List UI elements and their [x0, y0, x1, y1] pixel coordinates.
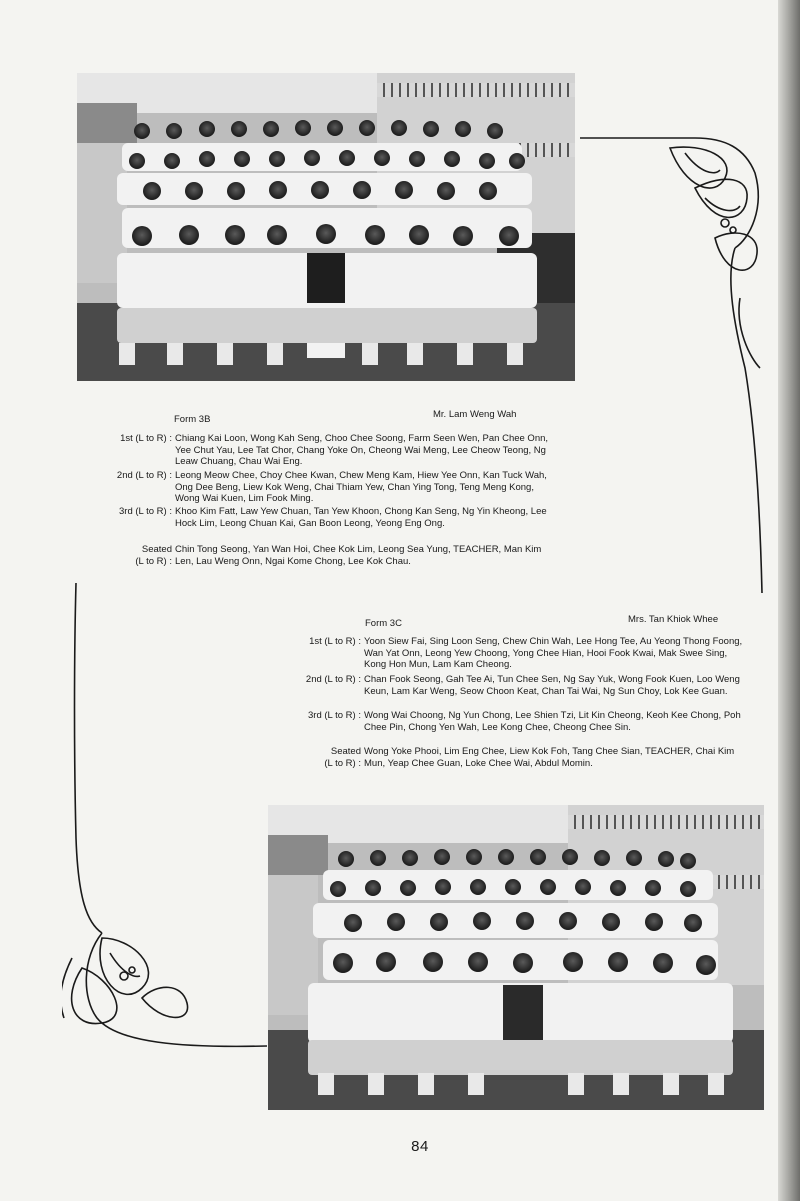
row-label: 3rd (L to R) : [119, 506, 172, 517]
row-names: Chan Fook Seong, Gah Tee Ai, Tun Chee Sen, Ng Say Yuk, Wong Fook Kuen, Loo Weng Keun, Lam Kar Weng, Seow Choon Keat, Chan Tai Wai, Ng Sun Choy, Lok Kee Guan. [364, 674, 740, 697]
floral-border-ornament [575, 128, 770, 598]
row-names: Khoo Kim Fatt, Law Yew Chuan, Tan Yew Khoon, Chong Kan Seng, Ng Yin Kheong, Lee Hock Lim, Leong Chuan Kai, Gan Boon Leong, Yeong Eng Ong. [175, 506, 547, 529]
row-names: Chin Tong Seong, Yan Wan Hoi, Chee Kok Lim, Leong Sea Yung, TEACHER, Man Kim Len, Lau Weng Onn, Ngai Kome Chong, Lee Kok Chau. [175, 544, 542, 567]
row-label: Seated (L to R) : [135, 544, 172, 567]
names-row [285, 746, 745, 782]
class-photo-3b [77, 73, 575, 381]
teacher-name-3c: Mrs. Tan Khiok Whee [628, 614, 719, 625]
row-names: Wong Wai Choong, Ng Yun Chong, Lee Shien Tzi, Lit Kin Cheong, Keoh Kee Chong, Poh Chee Pin, Chong Yen Wah, Lee Kong Chee, Cheong Chee Sin. [364, 710, 741, 733]
row-label: Seated (L to R) : [324, 746, 361, 769]
binding-edge [778, 0, 800, 1201]
names-row [285, 710, 745, 746]
row-label: 3rd (L to R) : [308, 710, 361, 721]
names-row [98, 470, 558, 506]
names-row [98, 506, 558, 542]
row-label: 1st (L to R) : [120, 433, 172, 444]
form-title-3b: Form 3B [174, 414, 211, 425]
form-title-3c: Form 3C [365, 618, 402, 629]
row-names: Chiang Kai Loon, Wong Kah Seng, Choo Chee Soong, Farm Seen Wen, Pan Chee Onn, Yee Chut Yau, Lee Tat Chor, Chang Yoke On, Cheong Wai Meng, Lee Cheow Teong, Ng Leaw Chuang, Chau Wai Eng. [175, 433, 549, 467]
class-photo-3c [268, 805, 764, 1110]
row-label: 2nd (L to R) : [305, 674, 361, 685]
names-row [285, 674, 745, 710]
floral-border-ornament [62, 578, 272, 1053]
row-label: 2nd (L to R) : [116, 470, 172, 481]
teacher-name-3b: Mr. Lam Weng Wah [433, 409, 517, 420]
row-names: Wong Yoke Phooi, Lim Eng Chee, Liew Kok Foh, Tang Chee Sian, TEACHER, Chai Kim Mun, Yeap Chee Guan, Loke Chee Wai, Abdul Momin. [364, 746, 735, 769]
row-names: Yoon Siew Fai, Sing Loon Seng, Chew Chin Wah, Lee Hong Tee, Au Yeong Thong Foong, Wan Yat Onn, Leong Yew Choong, Yong Chee Hian, Hooi Fook Kwai, Mak Swee Sing, Kong Hon Mun, Lam Kam Cheong. [364, 636, 743, 670]
page-number: 84 [411, 1138, 429, 1155]
names-row [285, 636, 745, 672]
row-names: Leong Meow Chee, Choy Chee Kwan, Chew Meng Kam, Hiew Yee Onn, Kan Tuck Wah, Ong Dee Beng, Liew Kok Weng, Chai Thiam Yew, Chan Ying Tong, Teng Meng Kong, Wong Wai Kuen, Lim Fook Ming. [175, 470, 547, 504]
names-row [98, 433, 558, 469]
row-label: 1st (L to R) : [309, 636, 361, 647]
names-row [98, 544, 558, 580]
